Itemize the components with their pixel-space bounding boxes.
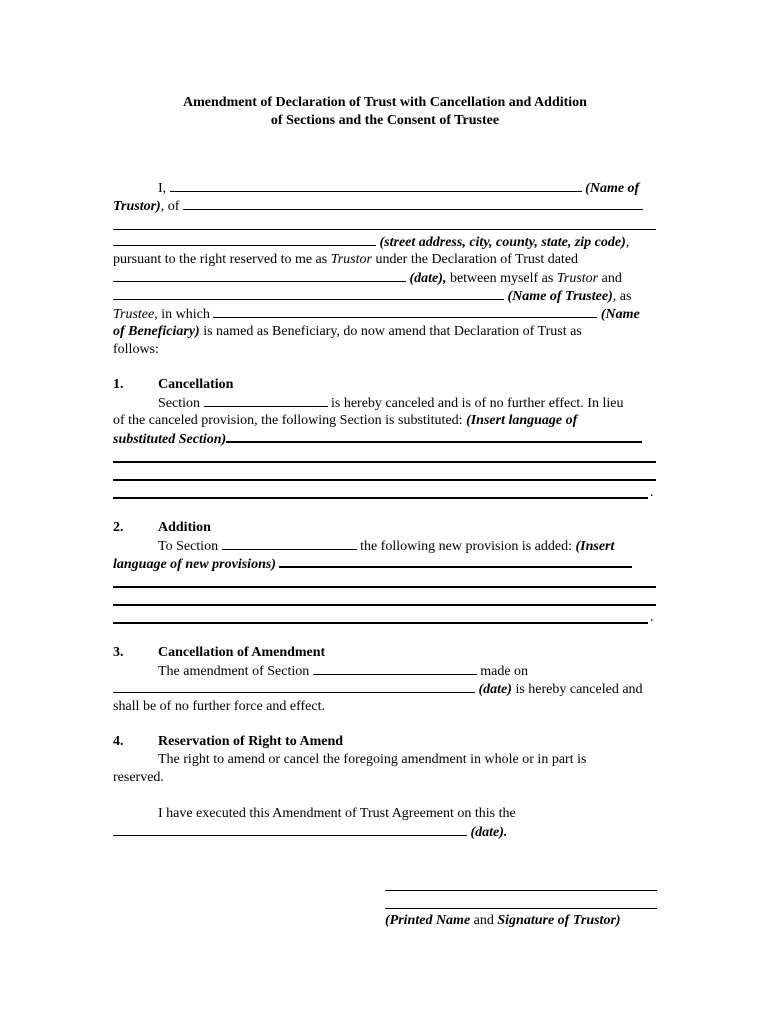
intro-line-10: follows: xyxy=(113,342,159,357)
new-provision-blank-3[interactable] xyxy=(113,604,656,606)
section-4-number: 4. xyxy=(113,734,124,749)
intro-line-7: (Name of Trustee), as xyxy=(113,287,631,306)
intro-line-2 xyxy=(113,197,643,216)
section-4-line-1: The right to amend or cancel the foregoing amendment in whole or in part is xyxy=(158,752,587,767)
substituted-language-blank-2[interactable] xyxy=(113,461,656,463)
of-label: , of xyxy=(160,199,180,214)
trustor-address-blank-3[interactable] xyxy=(113,233,376,246)
intro-line-8: Trustee, in which (Name xyxy=(113,307,640,322)
section-4-heading: Reservation of Right to Amend xyxy=(158,734,344,749)
section-1-line-3: substituted Section) xyxy=(113,430,642,449)
section-2-line-1: To Section the following new provision is added: (Insert xyxy=(158,539,615,554)
new-provision-blank-2[interactable] xyxy=(113,586,656,588)
section-1-period: . xyxy=(650,485,654,500)
execution-line-1: I have executed this Amendment of Trust Agreement on this the xyxy=(158,806,516,821)
printed-name-blank[interactable] xyxy=(385,890,657,891)
section-3-line-2: (date) is hereby canceled and xyxy=(113,680,643,699)
substituted-language-blank-4[interactable] xyxy=(113,497,648,499)
substituted-language-blank-3[interactable] xyxy=(113,479,656,481)
section-3-line-3: shall be of no further force and effect. xyxy=(113,699,325,714)
declaration-date-blank[interactable] xyxy=(113,269,406,282)
intro-line-9: of Beneficiary) is named as Beneficiary, do now amend that Declaration of Trust as xyxy=(113,324,582,339)
title-line-1: Amendment of Declaration of Trust with Cancellation and Addition xyxy=(183,95,587,110)
trustor-address-blank-1[interactable] xyxy=(183,197,643,210)
street-address-label: (street address, city, county, state, zip code) xyxy=(379,235,626,250)
section-4-line-2: reserved. xyxy=(113,770,164,785)
trustee-name-blank[interactable] xyxy=(113,287,504,300)
new-provision-blank-1[interactable] xyxy=(279,555,632,568)
section-3-line-1: The amendment of Section made on xyxy=(158,664,529,679)
amendment-date-blank[interactable] xyxy=(113,680,475,693)
section-1-number: 1. xyxy=(113,377,124,392)
section-3-heading: Cancellation of Amendment xyxy=(158,645,326,660)
section-3-number: 3. xyxy=(113,645,124,660)
intro-line-4: (street address, city, county, state, zip code), xyxy=(113,233,629,252)
intro-line-1 xyxy=(158,179,639,198)
intro-i: I, xyxy=(158,181,167,196)
trustor-label: Trustor) xyxy=(113,199,161,214)
added-section-blank[interactable] xyxy=(222,537,357,550)
execution-date-blank[interactable] xyxy=(113,823,467,836)
section-1-heading: Cancellation xyxy=(158,377,234,392)
trustor-address-blank-2[interactable] xyxy=(113,229,656,230)
name-of-label: (Name of xyxy=(585,181,640,196)
new-provision-blank-4[interactable] xyxy=(113,622,648,624)
substituted-language-blank-1[interactable] xyxy=(226,430,642,443)
section-2-line-2: language of new provisions) xyxy=(113,555,632,574)
title-line-2: of Sections and the Consent of Trustee xyxy=(270,113,500,128)
section-1-line-2: of the canceled provision, the following Section is substituted: (Insert language of xyxy=(113,413,578,428)
section-1-line-1: Section is hereby canceled and is of no further effect. In lieu xyxy=(158,396,624,411)
section-2-heading: Addition xyxy=(158,520,211,535)
intro-line-5: pursuant to the right reserved to me as Trustor under the Declaration of Trust dated xyxy=(113,252,579,267)
signature-caption: (Printed Name and Signature of Trustor) xyxy=(385,913,621,928)
section-2-period: . xyxy=(650,610,654,625)
intro-line-6: (date), between myself as Trustor and xyxy=(113,269,622,288)
signature-blank[interactable] xyxy=(385,908,657,909)
beneficiary-name-blank[interactable] xyxy=(213,305,597,318)
canceled-section-blank[interactable] xyxy=(204,394,328,407)
document-title xyxy=(0,94,770,130)
execution-line-2: (date). xyxy=(113,823,507,842)
trustor-name-blank[interactable] xyxy=(170,179,582,192)
amendment-section-blank[interactable] xyxy=(313,662,477,675)
section-2-number: 2. xyxy=(113,520,124,535)
